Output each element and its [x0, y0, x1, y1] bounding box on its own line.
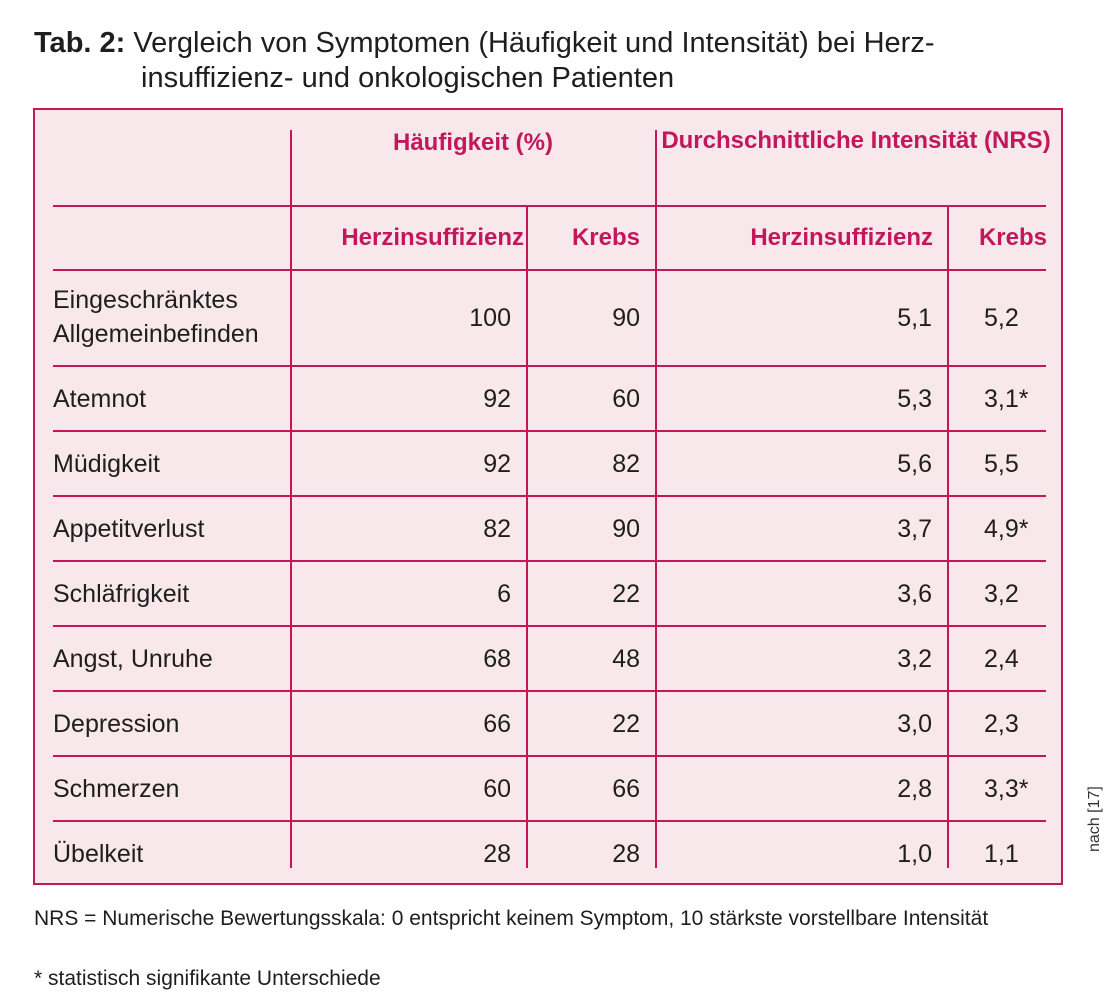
row-symptom: Übelkeit: [53, 840, 144, 868]
cell-frequency-cancer: 22: [612, 580, 640, 608]
row-divider: [53, 430, 1046, 432]
table-title: [34, 26, 1084, 96]
row-symptom: Schläfrigkeit: [53, 580, 190, 608]
cell-intensity-heart-failure: 3,0: [897, 710, 932, 738]
subheader-intensity-heart-failure: Herzinsuffizienz: [750, 224, 933, 251]
cell-frequency-heart-failure: 92: [483, 450, 511, 478]
cell-intensity-heart-failure: 3,7: [897, 515, 932, 543]
cell-frequency-cancer: 66: [612, 775, 640, 803]
cell-intensity-heart-failure: 3,6: [897, 580, 932, 608]
cell-frequency-heart-failure: 28: [483, 840, 511, 868]
footnote-nrs: NRS = Numerische Bewertungsskala: 0 entspricht keinem Symptom, 10 stärkste vorstellbare Intensität: [34, 907, 989, 930]
row-divider: [53, 690, 1046, 692]
row-symptom: Eingeschränktes Allgemeinbefinden: [53, 286, 259, 348]
row-divider: [53, 820, 1046, 822]
cell-frequency-heart-failure: 66: [483, 710, 511, 738]
cell-frequency-cancer: 90: [612, 304, 640, 332]
subheader-frequency-heart-failure: Herzinsuffizienz: [341, 224, 524, 251]
row-symptom: Angst, Unruhe: [53, 645, 213, 673]
cell-intensity-heart-failure: 3,2: [897, 645, 932, 673]
cell-frequency-cancer: 28: [612, 840, 640, 868]
cell-frequency-heart-failure: 68: [483, 645, 511, 673]
cell-intensity-heart-failure: 1,0: [897, 840, 932, 868]
row-divider: [53, 269, 1046, 271]
cell-intensity-cancer: 5,5: [984, 450, 1019, 478]
cell-intensity-cancer: 2,4: [984, 645, 1019, 673]
cell-intensity-cancer: 1,1: [984, 840, 1019, 868]
cell-intensity-cancer: 5,2: [984, 304, 1019, 332]
cell-frequency-cancer: 82: [612, 450, 640, 478]
cell-frequency-heart-failure: 92: [483, 385, 511, 413]
cell-frequency-cancer: 48: [612, 645, 640, 673]
cell-frequency-heart-failure: 6: [497, 580, 511, 608]
row-divider: [53, 560, 1046, 562]
row-divider: [53, 625, 1046, 627]
row-symptom: Depression: [53, 710, 180, 738]
subheader-frequency-cancer: Krebs: [571, 224, 640, 251]
cell-intensity-cancer: 3,3*: [984, 775, 1029, 803]
row-symptom: Appetitverlust: [53, 515, 205, 543]
cell-frequency-heart-failure: 60: [483, 775, 511, 803]
cell-frequency-cancer: 60: [612, 385, 640, 413]
table-number: Tab. 2:: [34, 27, 126, 59]
subheader-intensity-cancer: Krebs: [978, 224, 1047, 251]
source-note: nach [17]: [1086, 786, 1103, 852]
column-divider: [947, 207, 949, 868]
row-symptom: Müdigkeit: [53, 450, 160, 478]
row-divider: [53, 365, 1046, 367]
row-divider: [53, 495, 1046, 497]
row-divider: [53, 755, 1046, 757]
cell-frequency-heart-failure: 82: [483, 515, 511, 543]
cell-frequency-cancer: 90: [612, 515, 640, 543]
column-divider: [526, 207, 528, 868]
cell-intensity-heart-failure: 5,6: [897, 450, 932, 478]
header-frequency: Häufigkeit (%): [392, 129, 553, 156]
cell-intensity-cancer: 2,3: [984, 710, 1019, 738]
symptom-table: [33, 108, 1063, 885]
cell-intensity-cancer: 4,9*: [984, 515, 1029, 543]
cell-intensity-cancer: 3,2: [984, 580, 1019, 608]
footnote-significance: * statistisch signifikante Unterschiede: [34, 967, 381, 990]
cell-intensity-cancer: 3,1*: [984, 385, 1029, 413]
title-line-1: Vergleich von Symptomen (Häufigkeit und Intensität) bei Herz-: [133, 27, 935, 59]
title-line-2: insuffizienz- und onkologischen Patienten: [141, 62, 675, 94]
cell-frequency-cancer: 22: [612, 710, 640, 738]
cell-intensity-heart-failure: 5,3: [897, 385, 932, 413]
row-symptom: Schmerzen: [53, 775, 180, 803]
row-divider: [53, 205, 1046, 207]
header-intensity: Durchschnittliche Intensität (NRS): [661, 127, 1051, 154]
cell-intensity-heart-failure: 2,8: [897, 775, 932, 803]
row-symptom: Atemnot: [53, 385, 147, 413]
cell-intensity-heart-failure: 5,1: [897, 304, 932, 332]
cell-frequency-heart-failure: 100: [469, 304, 511, 332]
